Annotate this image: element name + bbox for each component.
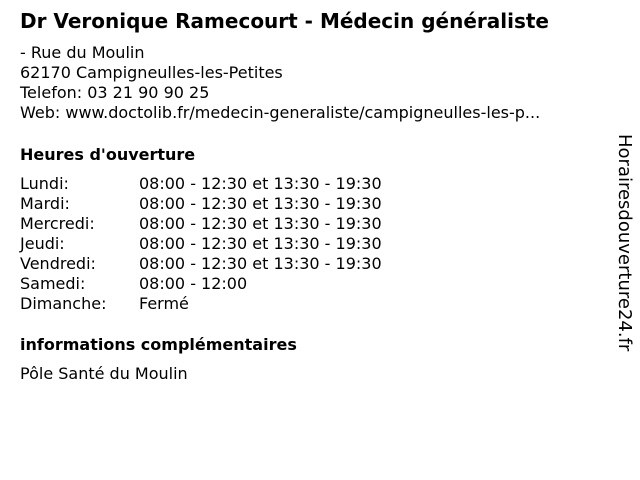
day-label: Mercredi:: [20, 214, 95, 233]
time-value: 08:00 - 12:30 et 13:30 - 19:30: [139, 174, 382, 193]
address-block: [20, 43, 540, 123]
time-value: 08:00 - 12:30 et 13:30 - 19:30: [139, 194, 382, 213]
site-watermark: Horairesdouverture24.fr: [614, 134, 635, 352]
info-text: Pôle Santé du Moulin: [20, 364, 188, 383]
street-address: - Rue du Moulin: [20, 43, 145, 62]
day-label: Dimanche:: [20, 294, 107, 313]
time-value: 08:00 - 12:30 et 13:30 - 19:30: [139, 234, 382, 253]
day-label: Vendredi:: [20, 254, 96, 273]
day-label: Lundi:: [20, 174, 69, 193]
day-label: Samedi:: [20, 274, 86, 293]
website-link[interactable]: Web: www.doctolib.fr/medecin-generaliste/campigneulles-les-p...: [20, 103, 541, 122]
time-value: 08:00 - 12:30 et 13:30 - 19:30: [139, 254, 382, 273]
day-label: Mardi:: [20, 194, 70, 213]
time-value: 08:00 - 12:00: [139, 274, 248, 293]
day-label: Jeudi:: [20, 234, 65, 253]
page-title: Dr Veronique Ramecourt - Médecin généraliste: [20, 9, 549, 33]
info-heading: informations complémentaires: [20, 335, 297, 354]
hours-heading: Heures d'ouverture: [20, 145, 196, 164]
city-address: 62170 Campigneulles-les-Petites: [20, 63, 283, 82]
time-value: 08:00 - 12:30 et 13:30 - 19:30: [139, 214, 382, 233]
time-value: Fermé: [139, 294, 189, 313]
phone-number: Telefon: 03 21 90 90 25: [20, 83, 210, 102]
